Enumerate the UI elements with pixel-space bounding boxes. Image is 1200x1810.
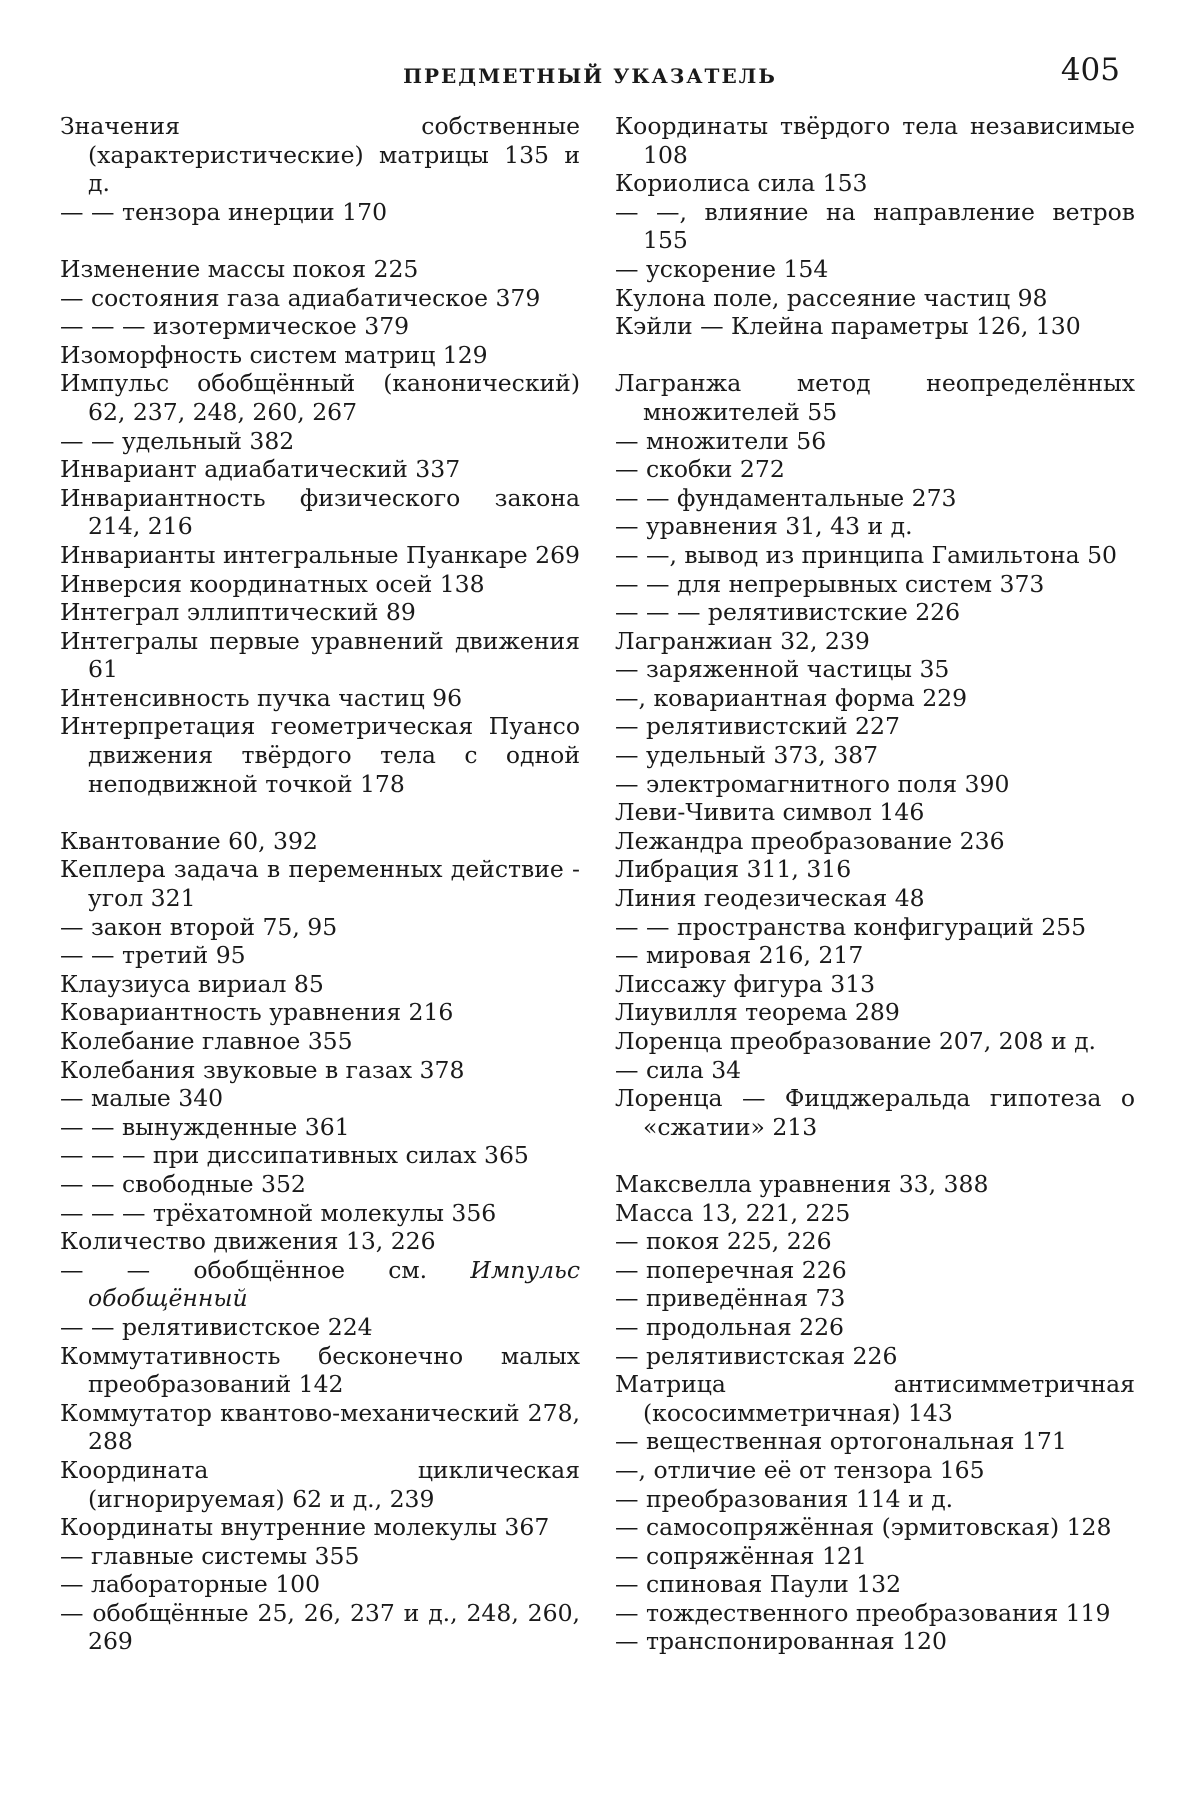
index-entry: — — свободные 352 <box>60 1169 306 1198</box>
index-entry: — — — релятивистские 226 <box>615 598 961 627</box>
index-column-left <box>60 112 580 1656</box>
index-entry: — —, влияние на направление ветров 155 <box>615 197 1135 255</box>
index-entry: Кориолиса сила 153 <box>615 169 868 198</box>
index-entry: Инверсия координатных осей 138 <box>60 569 485 598</box>
index-entry: Клаузиуса вириал 85 <box>60 969 324 998</box>
index-entry: Колебания звуковые в газах 378 <box>60 1055 465 1084</box>
index-entry: Максвелла уравнения 33, 388 <box>615 1169 989 1198</box>
index-entry: Интеграл эллиптический 89 <box>60 598 416 627</box>
index-entry: — ускорение 154 <box>615 254 829 283</box>
index-entry: — — фундаментальные 273 <box>615 483 957 512</box>
index-entry: — сила 34 <box>615 1055 742 1084</box>
index-entry: — электромагнитного поля 390 <box>615 769 1010 798</box>
index-column-right <box>615 112 1135 1656</box>
index-entry: — — вынужденные 361 <box>60 1112 350 1141</box>
index-entry: Коммутативность бесконечно малых преобразований 142 <box>60 1341 580 1399</box>
index-entry: Интенсивность пучка частиц 96 <box>60 683 463 712</box>
index-entry: — вещественная ортогональная 171 <box>615 1427 1067 1456</box>
index-entry: Лоренца — Фицджеральда гипотеза о «сжатии» 213 <box>615 1084 1135 1141</box>
index-entry: — — — трёхатомной молекулы 356 <box>60 1198 497 1227</box>
index-entry: — удельный 373, 387 <box>615 741 879 770</box>
index-entry: —, отличие её от тензора 165 <box>615 1455 985 1484</box>
index-entry: — лабораторные 100 <box>60 1570 321 1599</box>
index-entry: — самосопряжённая (эрмитовская) 128 <box>615 1513 1112 1542</box>
index-entry: — —, вывод из принципа Гамильтона 50 <box>615 540 1117 569</box>
index-entry: — спиновая Паули 132 <box>615 1570 902 1599</box>
index-entry: — — релятивистское 224 <box>60 1312 373 1341</box>
index-entry: Либрация 311, 316 <box>615 855 852 884</box>
index-entry: — — обобщённое см. Импульс обобщённый <box>60 1255 580 1313</box>
index-entry: — скобки 272 <box>615 455 785 484</box>
index-entry: Кэйли — Клейна параметры 126, 130 <box>615 312 1081 341</box>
index-entry: — продольная 226 <box>615 1312 844 1341</box>
index-entry: — — — изотермическое 379 <box>60 312 410 341</box>
index-entry: — главные системы 355 <box>60 1541 360 1570</box>
index-entry: — — третий 95 <box>60 941 246 970</box>
index-entry: Количество движения 13, 226 <box>60 1227 436 1256</box>
index-entry: Лиссажу фигура 313 <box>615 969 876 998</box>
index-entry: Кеплера задача в переменных действие - угол 321 <box>60 855 580 913</box>
index-entry: — — — при диссипативных силах 365 <box>60 1141 529 1170</box>
index-entry: — закон второй 75, 95 <box>60 912 338 941</box>
index-entry: — покоя 225, 226 <box>615 1227 832 1256</box>
index-entry: Импульс обобщённый (канонический) 62, 237, 248, 260, 267 <box>60 369 580 426</box>
index-entry: — сопряжённая 121 <box>615 1541 867 1570</box>
index-entry: Лоренца преобразование 207, 208 и д. <box>615 1027 1097 1055</box>
index-entry: Изменение массы покоя 225 <box>60 254 419 283</box>
index-entry: — малые 340 <box>60 1084 224 1113</box>
index-entry: — релятивистский 227 <box>615 712 900 741</box>
index-entry: Координата циклическая (игнорируемая) 62 и д., 239 <box>60 1455 580 1513</box>
index-entry: Колебание главное 355 <box>60 1027 353 1055</box>
index-entry: —, ковариантная форма 229 <box>615 683 968 712</box>
index-entry: — — пространства конфигураций 255 <box>615 912 1087 941</box>
index-entry: Квантование 60, 392 <box>60 826 318 855</box>
index-entry: — — удельный 382 <box>60 426 295 455</box>
index-entry: Лежандра преобразование 236 <box>615 826 1005 855</box>
running-title: ПРЕДМЕТНЫЙ УКАЗАТЕЛЬ <box>403 64 777 88</box>
index-entry: — релятивистская 226 <box>615 1341 898 1370</box>
index-entry: — — тензора инерции 170 <box>60 197 388 226</box>
index-entry: — заряженной частицы 35 <box>615 655 950 684</box>
index-entry: Леви-Чивита символ 146 <box>615 798 925 827</box>
index-entry: — состояния газа адиабатическое 379 <box>60 283 541 312</box>
index-entry: — тождественного преобразования 119 <box>615 1598 1111 1627</box>
index-entry: — поперечная 226 <box>615 1255 847 1284</box>
index-entry: Масса 13, 221, 225 <box>615 1198 851 1227</box>
index-entry: — уравнения 31, 43 и д. <box>615 512 913 541</box>
index-entry: Координаты твёрдого тела независимые 108 <box>615 112 1135 169</box>
index-entry: Ковариантность уравнения 216 <box>60 998 454 1027</box>
index-entry: Инвариантность физического закона 214, 216 <box>60 483 580 541</box>
index-entry: Инвариант адиабатический 337 <box>60 455 461 484</box>
index-entry: Инварианты интегральные Пуанкаре 269 <box>60 540 580 569</box>
page-header <box>60 52 1120 100</box>
index-entry: Значения собственные (характеристические) матрицы 135 и д. <box>60 112 580 198</box>
index-entry: Коммутатор квантово-механический 278, 288 <box>60 1398 580 1456</box>
page-number: 405 <box>1060 52 1120 88</box>
index-entry: Координаты внутренние молекулы 367 <box>60 1513 550 1542</box>
index-entry: Интерпретация геометрическая Пуансо движения твёрдого тела с одной неподвижной точкой 178 <box>60 712 580 798</box>
index-entry: Кулона поле, рассеяние частиц 98 <box>615 283 1048 312</box>
cross-reference: Импульс обобщённый <box>88 1255 580 1313</box>
index-entry: — транспонированная 120 <box>615 1627 947 1656</box>
index-entry: Линия геодезическая 48 <box>615 884 925 913</box>
index-entry: Лагранжиан 32, 239 <box>615 626 870 655</box>
index-entry: — — для непрерывных систем 373 <box>615 569 1045 598</box>
index-entry: — мировая 216, 217 <box>615 941 864 970</box>
index-entry: — приведённая 73 <box>615 1284 846 1313</box>
index-entry: Лиувилля теорема 289 <box>615 998 900 1027</box>
index-entry: Матрица антисимметричная (кососимметричная) 143 <box>615 1370 1135 1427</box>
index-entry: — множители 56 <box>615 426 827 455</box>
index-entry: Изоморфность систем матриц 129 <box>60 340 488 369</box>
index-entry: Лагранжа метод неопределённых множителей 55 <box>615 369 1135 426</box>
index-entry: — обобщённые 25, 26, 237 и д., 248, 260, 269 <box>60 1598 580 1656</box>
index-entry: Интегралы первые уравнений движения 61 <box>60 626 580 684</box>
index-entry: — преобразования 114 и д. <box>615 1484 954 1513</box>
